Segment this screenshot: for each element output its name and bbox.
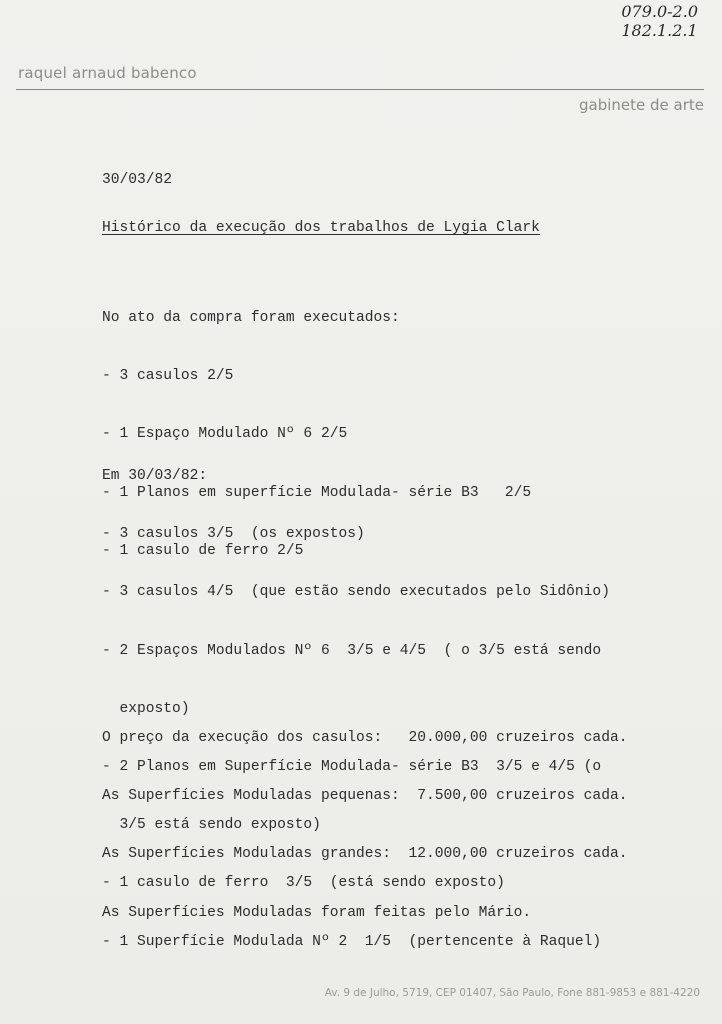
- letterhead-subtitle: gabinete de arte: [578, 96, 704, 114]
- archive-code: [621, 2, 698, 40]
- list-item: - 3 casulos 3/5 (os expostos): [102, 526, 365, 543]
- archive-code-line: 079.0-2.0: [621, 2, 698, 21]
- section-prices: [102, 693, 627, 958]
- list-item: - 1 Planos em superfície Modulada- série B3 2/5: [102, 484, 532, 501]
- text-line: No ato da compra foram executados:: [102, 310, 400, 326]
- list-item: - 2 Espaços Modulados Nº 6 3/5 e 4/5 ( o 3/5 está sendo: [102, 642, 602, 659]
- list-item-continuation: exposto): [102, 700, 190, 717]
- document-date: 30/03/82: [102, 172, 173, 188]
- list-item: - 2 Planos em Superfície Modulada- série B3 3/5 e 4/5 (o: [102, 758, 602, 775]
- letterhead-name: raquel arnaud babenco: [18, 64, 197, 82]
- list-item-continuation: 3/5 está sendo exposto): [102, 817, 321, 834]
- price-line: O preço da execução dos casulos: 20.000,00 cruzeiros cada.: [102, 730, 628, 746]
- letterhead-address: Av. 9 de Julho, 5719, CEP 01407, São Paulo, Fone 881-9853 e 881-4220: [324, 987, 700, 999]
- price-line: As Superfícies Moduladas pequenas: 7.500,00 cruzeiros cada.: [102, 788, 628, 805]
- list-item: - 3 casulos 4/5 (que estão sendo executados pelo Sidônio): [102, 584, 610, 601]
- letterhead-divider: [16, 89, 704, 90]
- price-line: As Superfícies Moduladas grandes: 12.000,00 cruzeiros cada.: [102, 846, 628, 863]
- list-item: - 1 Espaço Modulado Nº 6 2/5: [102, 426, 348, 443]
- text-line: Em 30/03/82:: [102, 468, 208, 484]
- text-line: As Superfícies Moduladas foram feitas pelo Mário.: [102, 904, 532, 921]
- archive-code-line: 182.1.2.1: [621, 21, 698, 40]
- list-item: - 1 casulo de ferro 3/5 (está sendo exposto): [102, 875, 505, 892]
- list-item: - 1 casulo de ferro 2/5: [102, 542, 304, 559]
- list-item: - 1 Superfície Modulada Nº 2 1/5 (pertencente à Raquel): [102, 933, 602, 950]
- document-title: Histórico da execução dos trabalhos de Lygia Clark: [102, 220, 540, 236]
- list-item: - 3 casulos 2/5: [102, 368, 234, 385]
